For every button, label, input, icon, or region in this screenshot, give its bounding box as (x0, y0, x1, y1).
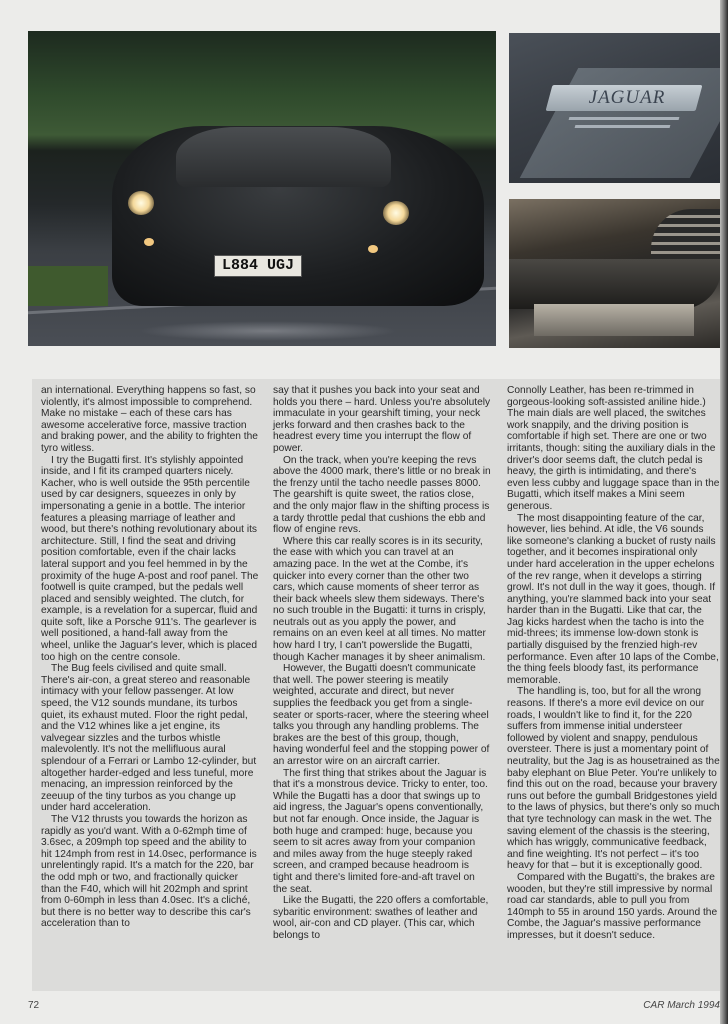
paragraph: On the track, when you're keeping the revs above the 4000 mark, there's little or no break in the frenzy until the tacho needle passes 8000. The gearshift is quite sweet, the ratios close, and the only major flaw in the shifting process is a tardy throttle pedal that cushions the ebb and flow of engine revs. (273, 454, 491, 536)
paragraph: The first thing that strikes about the Jaguar is that it's a monstrous device. Tricky to enter, too. While the Bugatti has a door that swings up to aid ingress, the Jaguar's opens conventionally, but not far enough. Once inside, the Jaguar is both huge and cramped: huge, because you seem to sit acres away from your companion and miles away from the huge steeply raked screen, and cramped because headroom is tight and there's limited fore-and-aft travel on the seat. (273, 767, 488, 895)
badge-photo (509, 33, 721, 183)
text-column-3 (507, 385, 721, 942)
fog-light-left (144, 238, 154, 246)
rear-grille (534, 304, 694, 336)
fog-light-right (368, 245, 378, 253)
road-reflection (138, 321, 398, 341)
engine-cover (509, 259, 721, 309)
badge-stripe (569, 117, 680, 120)
paragraph: However, the Bugatti doesn't communicate that well. The power steering is meatily weighted, accurate and direct, but never supplies the feedback you get from a single-seater or sports-racer, where the steering wheel talks you through any handling problems. The brakes are the best of this group, though, having wonderful feel and the stopping power of an arrestor wire on an aircraft carrier. (273, 663, 490, 767)
paragraph: The handling is, too, but for all the wrong reasons. If there's a more evil device on our roads, I wouldn't like to find it, for the 220 suffers from immense initial understeer followed by violent and snappy, pendulous oversteer. There is just a momentary point of neutrality, but the Jag is as housetrained as the baby elephant on Blue Peter. You're unlikely to find this out on the road, because your bravery runs out before the gumball Bridgestones yield to the laws of physics, but there's only so much that tyre technology can mask in the wet. The saving element of the chassis is the steering, which has wriggly, communicative feedback, and fine weighting. It's not perfect – it's too heavy for that – but it is exceptionally good. (507, 686, 720, 872)
paragraph: I try the Bugatti first. It's stylishly appointed inside, and I fit its cramped quarters nicely. Kacher, who is well outside the 95th percentile used by car designers, squeezes in only by impersonating a genie in a bottle. The interior features a pleasing marriage of leather and wood, but there's nothing revolutionary about its architecture. Still, I find the seat and driving position comfortable, even if the chair lacks lateral support and you feel hemmed in by the proximity of the huge A-post and roof panel. The footwell is quite cramped, but the pedals well placed and sensibly weighted. The clutch, for example, is a revelation for a supercar, fluid and quite soft, like a Porsche 911's. The gearlever is well positioned, a hand-fall away from the wheel, unlike the Jaguar's lever, which is placed too high on the centre console. (41, 454, 259, 663)
detail-photo (509, 199, 721, 348)
page-number: 72 (28, 1000, 40, 1011)
vents (651, 209, 721, 259)
magazine-issue: CAR March 1994 (643, 1000, 720, 1011)
page-spine-shadow (720, 0, 728, 1024)
paragraph: Compared with the Bugatti's, the brakes are wooden, but they're still impressive by normal road car standards, able to pull you from 140mph to 55 in around 150 yards. Around the Combe, the Jaguar's massive performance impresses, but it doesn't seduce. (507, 871, 718, 941)
paragraph: The Bug feels civilised and quite small. There's air-con, a great stereo and reasonable intimacy with your fellow passenger. At low speed, the V12 sounds mundane, its turbos quiet, its exhaust muted. Floor the right pedal, and the V12 whines like a jet engine, its valvegear sizzles and the turbos whistle malevolently. It's not the mellifluous aural splendour of a Ferrari or Lambo 12-cylinder, but altogether harder-edged and less tuneful, more menacing, an impression reinforced by the zeeuup of the tiny turbos as you change up under hard acceleration. (41, 663, 257, 814)
paragraph: Like the Bugatti, the 220 offers a comfortable, sybaritic environment: swathes of leather and wool, air-con and CD player. (This car, which belongs to (273, 895, 489, 941)
paragraph: Connolly Leather, has been re-trimmed in gorgeous-looking soft-assisted aniline hide.) The main dials are well placed, the switches work snappily, and the driving position is comfortable if high set. There are one or two irritants, though: siting the auxiliary dials in the driver's door seems daft, the clutch pedal is heavy, the girth is intimidating, and there's even less cubby and luggage space than in the Bugatti, which itself makes a Mini seem generous. (507, 385, 720, 512)
paragraph: say that it pushes you back into your seat and holds you there – hard. Unless you're absolutely immaculate in your gearshift timing, your neck jerks forward and then crashes back to the headrest every time you interrupt the flow of power. (273, 385, 491, 454)
paragraph: The V12 thrusts you towards the horizon as rapidly as you'd want. With a 0-62mph time of 3.6sec, a 209mph top speed and the ability to hit 124mph from rest in 14.0sec, performance is unrelentingly rapid. It's a match for the 220, bar the odd mph or two, and fractionally quicker than the F40, which will hit 202mph and sprint from 0-60mph in less than 4.0sec. It's a cliché, but there is no better way to describe this car's acceleration than to (41, 813, 257, 930)
car-windscreen (176, 127, 391, 187)
headlight-right (383, 201, 409, 225)
text-column-2 (273, 385, 491, 942)
paragraph: an international. Everything happens so fast, so violently, it's almost impossible to comprehend. Make no mistake – each of these cars has awesome accelerative force, massive traction and braking power, and the ability to frighten the tyro witless. (41, 385, 258, 454)
number-plate: L884 UGJ (214, 255, 302, 277)
main-car-photo (28, 31, 496, 346)
text-column-1 (41, 385, 259, 930)
paragraph: The most disappointing feature of the car, however, lies behind. At idle, the V6 sounds like someone's clanking a bucket of rusty nails together, and it becomes inspirational only under hard acceleration in the upper echelons of the rev range, when it develops a stirring growl. It's not dull in the way it goes, though. If anything, you're slammed back into your seat harder than in the Bugatti. Like that car, the Jag kicks hardest when the tacho is into the mid-threes; its immense low-down stonk is partially disguised by the frenzied high-rev performance. Even after 10 laps of the Combe, the thing feels bloody fast, its performance memorable. (507, 512, 719, 686)
badge-stripe (575, 125, 671, 128)
article-text-panel (32, 379, 728, 991)
headlight-left (128, 191, 154, 215)
badge-text: JAGUAR (588, 87, 666, 108)
grass-verge (28, 266, 108, 306)
paragraph: Where this car really scores is in its security, the ease with which you can travel at an amazing pace. In the wet at the Combe, it's quicker into every corner than the other two cars, which cause moments of sheer terror as their back wheels slew them sideways. There's no such trouble in the Bugatti: it turns in crisply, neutrals out as you apply the power, and remains on an even keel at all times. No matter how hard I try, I can't powerslide the Bugatti, though Kacher manages it by sheer animalism. (273, 535, 486, 663)
